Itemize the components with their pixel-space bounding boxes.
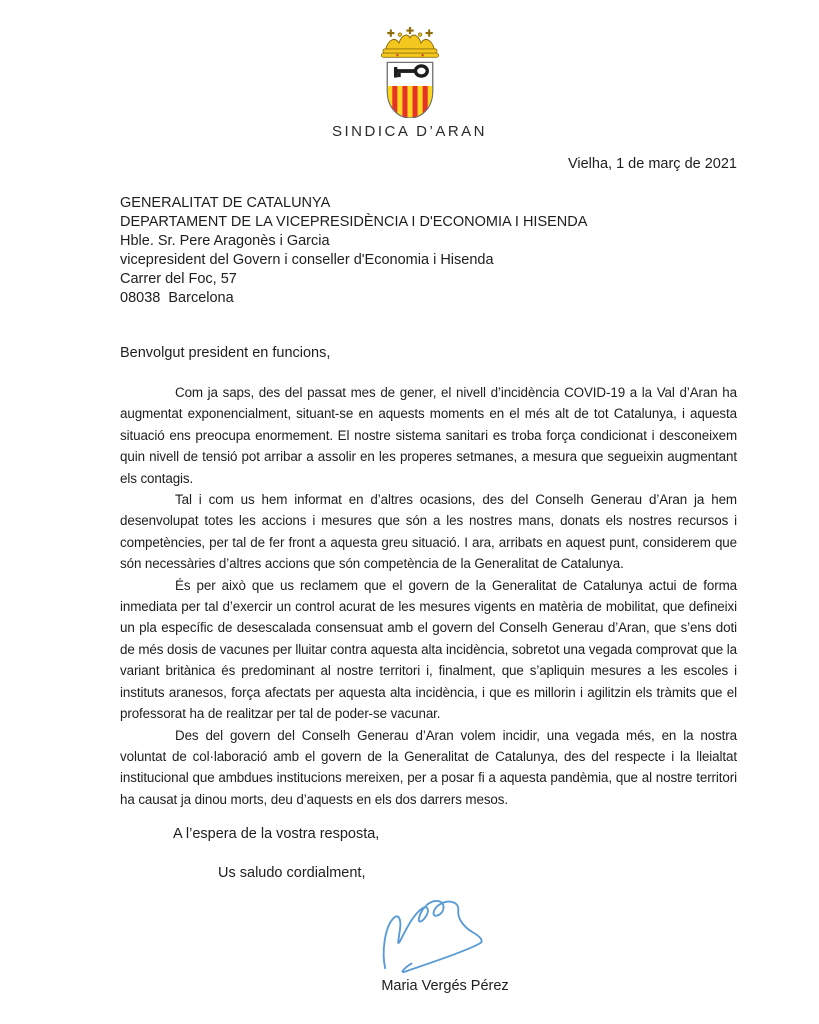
body-paragraph: Des del govern del Conselh Generau d’Aran volem incidir, una vegada més, en la nostra voluntat de col·laboració amb el govern de la Generalitat de Catalunya, des del respecte i la lleialtat institucional que ambdues institucions mereixen, per a posar fi a aquesta pandèmia, que al nostre territori ha causat ja dinou morts, deu d’aquests en els dos darrers mesos. [120,727,737,807]
recipient-postal-city: 08038 Barcelona [120,290,234,306]
salutation: Benvolgut president en funcions, [120,345,331,361]
recipient-block [120,194,737,308]
recipient-person: Hble. Sr. Pere Aragonès i Garcia [120,233,330,249]
shield-stripes [387,86,433,118]
date-line: Vielha, 1 de març de 2021 [567,156,737,172]
closing-farewell-line: Us saludo cordialment, [218,865,366,882]
recipient-department: DEPARTAMENT DE LA VICEPRESIDÈNCIA I D'ECONOMIA I HISENDA [120,214,588,230]
handwritten-signature-icon [373,890,518,975]
body-paragraph: Com ja saps, des del passat mes de gener, el nivell d’incidència COVID-19 a la Val d’Aran ha augmentat exponencialment, situant-se en aquests moments en el més alt de tot Catalunya, i aquesta situació ens preocupa enormement. El nostre sistema sanitari es troba força condicionat i desconeixem quin nivell de tensió pot arribar a assolir en les properes setmanes, a mesura que segueixin augmentant els contagis. [120,385,737,486]
signer-name: Maria Vergés Pérez [381,978,509,995]
shield-icon [387,62,433,118]
body-paragraph: És per això que us reclamem que el govern de la Generalitat de Catalunya actui de forma inmediata per tal d’exercir un control acurat de les mesures vigents en matèria de mobilitat, que defineixi un pla específic de desescalada consensuat amb el govern del Conselh Generau d’Aran, que s’ens doti de més dosis de vacunes per lluitar contra aquesta alta incidència, sobretot una vegada comprovat que la variant britànica és predominant al nostre territori i, finalment, que s’apliquin mesures a les escoles i instituts aranesos, força afectats per aquesta alta incidència, i que es millorin i agilitzin els tràmits que el professorat ha de realitzar per tal de poder-se vacunar. [120,577,737,722]
letter-body [120,156,737,995]
org-name: SINDICA D’ARAN [331,123,488,140]
signature-block [360,890,530,995]
coat-of-arms-icon [372,27,448,118]
recipient-street: Carrer del Foc, 57 [120,271,237,287]
recipient-org: GENERALITAT DE CATALUNYA [120,195,331,211]
crown-icon [381,27,438,57]
body-paragraph: Tal i com us hem informat en d’altres ocasions, des del Conselh Generau d’Aran ja hem desenvolupat totes les accions i mesures que són a les nostres mans, donats els nostres recursos i competències, per tal de fer front a aquesta greu situació. I ara, arribats en aquest punt, considerem que són necessàries d’altres accions que són competència de la Generalitat de Catalunya. [120,492,737,572]
closing-await-line: A l’espera de la vostra resposta, [173,826,380,843]
letterhead [0,0,819,140]
recipient-role: vicepresident del Govern i conseller d'Economia i Hisenda [120,252,494,268]
